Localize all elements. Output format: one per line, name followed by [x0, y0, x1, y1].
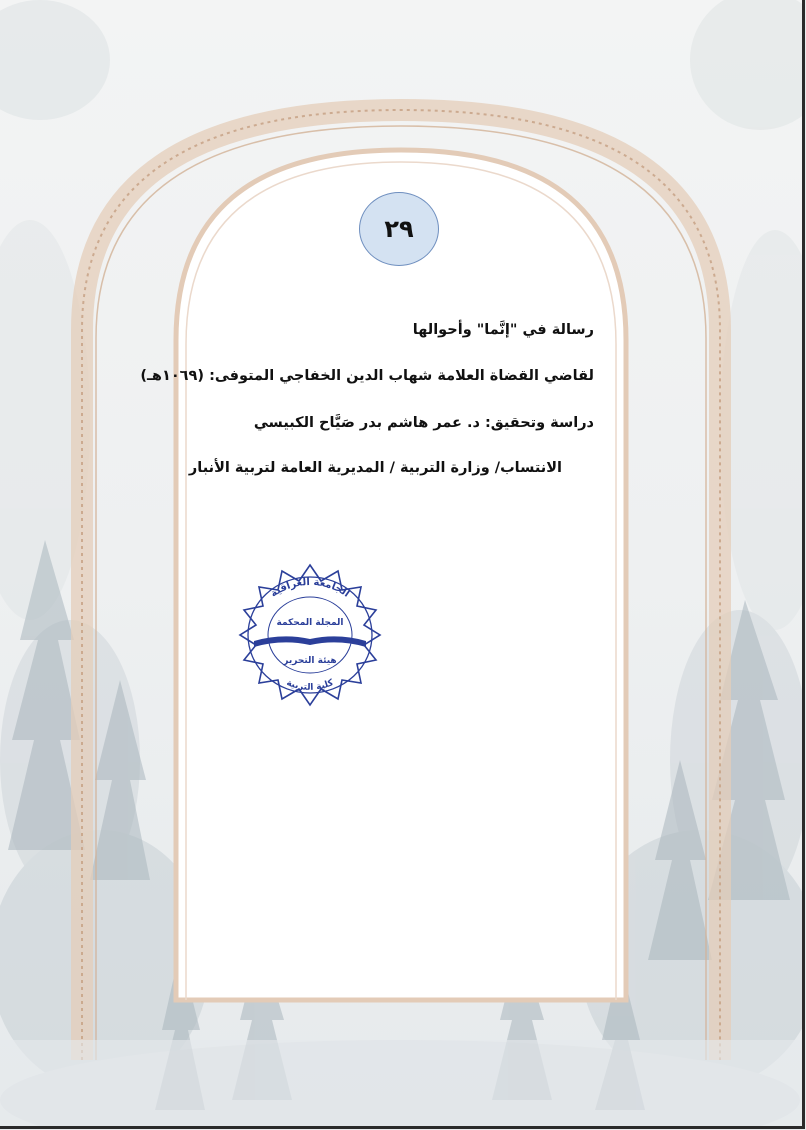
page-number-badge: ٢٩ [359, 192, 439, 266]
document-title: رسالة في "إنَّما" وأحوالها [412, 322, 594, 338]
author-line: لقاضي القضاة العلامة شهاب الدين الخفاجي المتوفى: (١٠٦٩هـ) [140, 368, 594, 384]
study-investigation-line: دراسة وتحقيق: د. عمر هاشم بدر صَيَّاح الكبيسي [253, 415, 594, 431]
svg-text:الجامعة العراقية [269, 577, 352, 600]
affiliation-line: الانتساب/ وزارة التربية / المديرية العامة لتربية الأنبار [188, 460, 562, 476]
stamp-outer-text: الجامعة العراقية [268, 576, 352, 600]
stamp-journal-text: المجلة المحكمة [276, 618, 344, 628]
editorial-board-stamp [220, 563, 400, 723]
stamp-board-text: هيئة التحرير [283, 656, 337, 666]
book-icon [254, 636, 366, 647]
stamp-bottom-text: كلية التربية [284, 678, 336, 693]
